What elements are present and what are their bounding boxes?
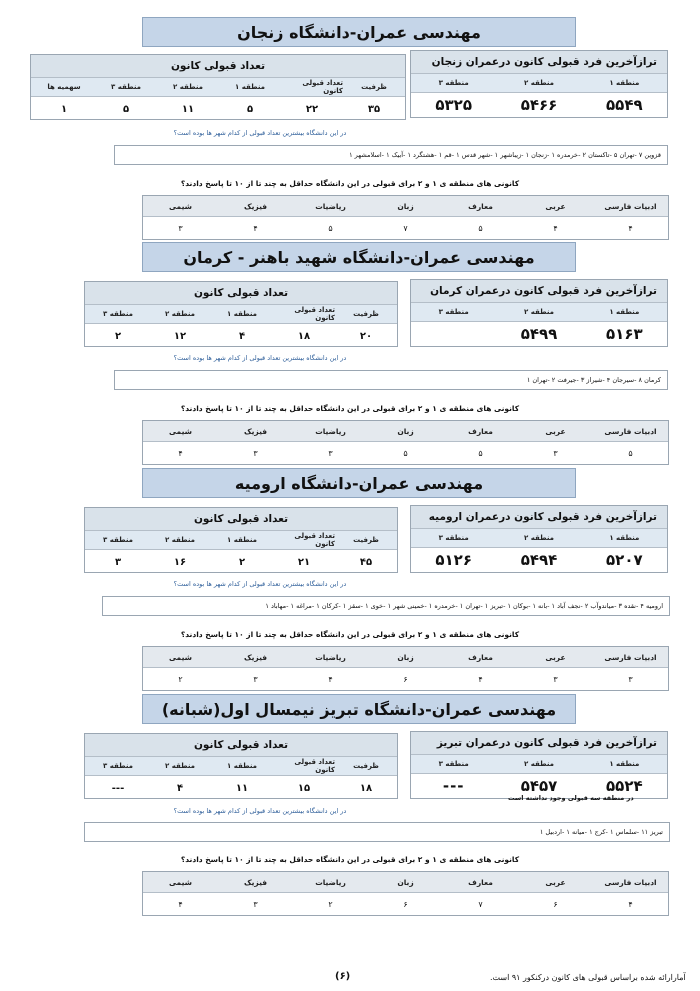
header-capacity: ظرفیت — [353, 762, 379, 770]
score-region-2: ۵۴۵۷ — [520, 777, 558, 795]
panel-title: ترازآخرین فرد قبولی کانون درعمران تبریز — [411, 732, 667, 755]
city-list: ارومیه ۴ -نقده ۳ -میاندوآب ۲ -نجف آباد ۱ -بانه ۱ -بوکان ۱ -تبریز ۱ -تهران ۱ -خرمدره ۱ -خمینی شهر ۱ -خوی ۱ -سقز ۱ -کرکان ۱ -مراغه ۱ -مهاباد ۱ — [102, 596, 670, 616]
header-region-3: منطقه ۳ — [438, 79, 469, 87]
section-title: مهندسی عمران-دانشگاه ارومیه — [142, 468, 576, 498]
value-region-2: ۱۶ — [173, 556, 187, 568]
section-title: مهندسی عمران-دانشگاه زنجان — [142, 17, 576, 47]
panel-title: تعداد قبولی کانون — [85, 508, 397, 531]
score-header-row — [143, 196, 668, 217]
header-capacity: ظرفیت — [361, 83, 387, 91]
section-zanjan — [0, 0, 700, 233]
value-region-1: ۲ — [238, 556, 246, 568]
value-region-2: ۴ — [176, 782, 184, 794]
header-persian-literature: ادبیات فارسی — [604, 877, 657, 887]
admission-count-panel — [84, 733, 398, 799]
value-religious-studies: ۴ — [478, 674, 483, 684]
value-region-3: --- — [111, 782, 125, 794]
header-region-2: منطقه ۲ — [524, 760, 555, 768]
header-admitted: تعداد قبولی کانون — [294, 758, 335, 774]
value-region-3: ۳ — [114, 556, 122, 568]
panel-value-row — [31, 97, 405, 121]
value-region-2: ۱۲ — [173, 330, 187, 342]
header-physics: فیزیک — [243, 201, 268, 211]
panel-title: ترازآخرین فرد قبولی کانون درعمران ارومیه — [411, 506, 667, 529]
header-arabic: عربی — [545, 652, 566, 662]
header-region-1: منطقه ۱ — [227, 536, 258, 544]
panel-value-row — [85, 324, 397, 348]
value-religious-studies: ۵ — [478, 448, 483, 458]
header-region-2: منطقه ۲ — [165, 310, 196, 318]
header-region-2: منطقه ۲ — [524, 79, 555, 87]
header-region-2: منطقه ۲ — [165, 762, 196, 770]
header-math: ریاضیات — [315, 652, 346, 662]
header-region-1: منطقه ۱ — [609, 79, 640, 87]
value-capacity: ۴۵ — [359, 556, 373, 568]
score-question: کانونی های منطقه ی ۱ و ۲ برای قبولی در این دانشگاه حداقل به چند تا از ۱۰ تا پاسخ دادند؟ — [180, 630, 520, 639]
value-region-1: ۴ — [238, 330, 246, 342]
value-admitted: ۱۸ — [297, 330, 311, 342]
header-religious-studies: معارف — [468, 201, 493, 211]
panel-title: ترازآخرین فرد قبولی کانون درعمران کرمان — [411, 280, 667, 303]
city-list: قزوین ۷ -تهران ۵ -تاکستان ۲ -خرمدره ۱ -زنجان ۱ -زیباشهر ۱ -شهر قدس ۱ -قم ۱ -هشتگرد ۱ -آبیک ۱ -اسلامشهر ۱ — [114, 145, 668, 165]
score-region-3: ۵۳۲۵ — [435, 96, 472, 114]
header-region-1: منطقه ۱ — [609, 308, 640, 316]
score-region-3: ۵۱۲۶ — [435, 551, 472, 569]
header-chemistry: شیمی — [168, 201, 193, 211]
value-religious-studies: ۷ — [478, 899, 483, 909]
header-region-3: منطقه ۳ — [438, 760, 469, 768]
header-region-2: منطقه ۲ — [524, 534, 555, 542]
value-region-3: ۲ — [114, 330, 122, 342]
page-number: (۶) — [335, 971, 351, 982]
value-arabic: ۳ — [553, 674, 558, 684]
header-region-2: منطقه ۲ — [165, 536, 196, 544]
value-region-1: ۱۱ — [235, 782, 249, 794]
score-question: کانونی های منطقه ی ۱ و ۲ برای قبولی در این دانشگاه حداقل به چند تا از ۱۰ تا پاسخ دادند؟ — [180, 179, 520, 188]
panel-value-row — [411, 93, 667, 117]
header-math: ریاضیات — [315, 201, 346, 211]
value-religious-studies: ۵ — [478, 223, 483, 233]
header-persian-literature: ادبیات فارسی — [604, 201, 657, 211]
value-physics: ۳ — [253, 899, 258, 909]
header-region-1: منطقه ۱ — [609, 760, 640, 768]
score-region-2: ۵۴۹۴ — [520, 551, 558, 569]
value-persian-literature: ۴ — [628, 223, 633, 233]
last-admit-score-panel — [410, 50, 668, 118]
value-chemistry: ۲ — [178, 674, 183, 684]
value-admitted: ۲۲ — [305, 103, 319, 115]
value-physics: ۳ — [253, 448, 258, 458]
value-arabic: ۴ — [553, 223, 558, 233]
header-admitted: تعداد قبولی کانون — [302, 79, 343, 95]
value-quota: ۱ — [60, 103, 68, 115]
value-english: ۶ — [403, 674, 408, 684]
admission-count-panel — [30, 54, 406, 120]
score-header-row — [143, 872, 668, 893]
value-capacity: ۳۵ — [367, 103, 381, 115]
score-region-1: ۵۲۰۷ — [606, 551, 643, 569]
panel-title: تعداد قبولی کانون — [31, 55, 405, 78]
last-admit-score-panel — [410, 279, 668, 347]
city-question: در این دانشگاه بیشترین تعداد قبولی از کدام شهر ها بوده است؟ — [173, 807, 347, 815]
score-region-1: ۵۵۴۹ — [606, 96, 643, 114]
header-english: زبان — [397, 426, 414, 436]
header-region-3: منطقه ۳ — [103, 762, 134, 770]
panel-header-row — [85, 757, 397, 776]
header-arabic: عربی — [545, 201, 566, 211]
header-quota: سهمیه ها — [47, 83, 81, 91]
header-physics: فیزیک — [243, 877, 268, 887]
value-chemistry: ۴ — [178, 899, 183, 909]
score-region-1: ۵۵۲۴ — [606, 777, 643, 795]
header-admitted: تعداد قبولی کانون — [294, 306, 335, 322]
panel-title: تعداد قبولی کانون — [85, 734, 397, 757]
value-region-2: ۱۱ — [181, 103, 195, 115]
header-region-1: منطقه ۱ — [609, 534, 640, 542]
header-region-2: منطقه ۲ — [173, 83, 204, 91]
header-capacity: ظرفیت — [353, 310, 379, 318]
header-english: زبان — [397, 652, 414, 662]
section-title: مهندسی عمران-دانشگاه تبریز نیمسال اول(شبانه) — [142, 694, 576, 724]
value-math: ۲ — [328, 899, 333, 909]
city-list: کرمان ۸ -سیرجان ۴ -شیراز ۳ -جیرفت ۲ -تهران ۱ — [114, 370, 668, 390]
value-chemistry: ۴ — [178, 448, 183, 458]
last-admit-score-panel — [410, 505, 668, 573]
last-admit-score-panel — [410, 731, 668, 799]
header-math: ریاضیات — [315, 877, 346, 887]
header-region-3: منطقه ۳ — [438, 534, 469, 542]
header-english: زبان — [397, 877, 414, 887]
header-region-3: منطقه ۳ — [111, 83, 142, 91]
value-english: ۵ — [403, 448, 408, 458]
score-header-row — [143, 647, 668, 668]
min-correct-table — [142, 871, 669, 916]
panel-header-row — [411, 755, 667, 774]
panel-value-row — [85, 776, 397, 800]
section-kerman — [0, 225, 700, 458]
value-math: ۳ — [328, 448, 333, 458]
value-english: ۷ — [403, 223, 408, 233]
header-region-2: منطقه ۲ — [524, 308, 555, 316]
header-admitted: تعداد قبولی کانون — [294, 532, 335, 548]
value-persian-literature: ۳ — [628, 674, 633, 684]
value-region-3: ۵ — [122, 103, 130, 115]
value-capacity: ۲۰ — [359, 330, 373, 342]
value-physics: ۳ — [253, 674, 258, 684]
value-english: ۶ — [403, 899, 408, 909]
header-math: ریاضیات — [315, 426, 346, 436]
section-tabriz — [0, 677, 700, 909]
header-religious-studies: معارف — [468, 877, 493, 887]
city-question: در این دانشگاه بیشترین تعداد قبولی از کدام شهر ها بوده است؟ — [173, 580, 347, 588]
admission-count-panel — [84, 281, 398, 347]
footer-note: آمارارائه شده براساس قبولی های کانون درکنکور ۹۱ است. — [490, 973, 686, 982]
score-question: کانونی های منطقه ی ۱ و ۲ برای قبولی در این دانشگاه حداقل به چند تا از ۱۰ تا پاسخ دادند؟ — [180, 855, 520, 864]
score-region-2: ۵۴۹۹ — [520, 325, 558, 343]
value-math: ۴ — [328, 674, 333, 684]
value-admitted: ۲۱ — [297, 556, 311, 568]
header-region-3: منطقه ۳ — [103, 310, 134, 318]
score-region-1: ۵۱۶۳ — [606, 325, 643, 343]
header-physics: فیزیک — [243, 652, 268, 662]
panel-header-row — [31, 78, 405, 97]
header-religious-studies: معارف — [468, 652, 493, 662]
header-persian-literature: ادبیات فارسی — [604, 652, 657, 662]
score-header-row — [143, 421, 668, 442]
value-arabic: ۳ — [553, 448, 558, 458]
score-region-3 — [411, 322, 496, 346]
value-persian-literature: ۵ — [628, 448, 633, 458]
header-capacity: ظرفیت — [353, 536, 379, 544]
value-math: ۵ — [328, 223, 333, 233]
panel-value-row — [411, 548, 667, 572]
header-arabic: عربی — [545, 877, 566, 887]
header-physics: فیزیک — [243, 426, 268, 436]
region-3-note: در منطقه سه قبولی وجود نداشته است — [508, 794, 634, 802]
header-arabic: عربی — [545, 426, 566, 436]
header-region-1: منطقه ۱ — [227, 310, 258, 318]
value-admitted: ۱۵ — [297, 782, 311, 794]
header-chemistry: شیمی — [168, 877, 193, 887]
header-region-1: منطقه ۱ — [235, 83, 266, 91]
panel-title: تعداد قبولی کانون — [85, 282, 397, 305]
value-chemistry: ۳ — [178, 223, 183, 233]
panel-value-row — [411, 322, 667, 346]
city-question: در این دانشگاه بیشترین تعداد قبولی از کدام شهر ها بوده است؟ — [173, 129, 347, 137]
value-persian-literature: ۴ — [628, 899, 633, 909]
header-chemistry: شیمی — [168, 426, 193, 436]
panel-value-row — [85, 550, 397, 574]
header-persian-literature: ادبیات فارسی — [604, 426, 657, 436]
city-list: تبریز ۱۱ -سلماس ۱ -کرج ۱ -میانه ۱ -اردبیل ۱ — [84, 822, 670, 842]
header-english: زبان — [397, 201, 414, 211]
panel-header-row — [411, 303, 667, 322]
score-region-2: ۵۴۶۶ — [520, 96, 558, 114]
value-physics: ۴ — [253, 223, 258, 233]
panel-header-row — [85, 305, 397, 324]
header-region-3: منطقه ۳ — [438, 308, 469, 316]
header-chemistry: شیمی — [168, 652, 193, 662]
section-title: مهندسی عمران-دانشگاه شهید باهنر - کرمان — [142, 242, 576, 272]
panel-header-row — [411, 529, 667, 548]
header-region-3: منطقه ۳ — [103, 536, 134, 544]
city-question: در این دانشگاه بیشترین تعداد قبولی از کدام شهر ها بوده است؟ — [173, 354, 347, 362]
score-value-row — [143, 893, 668, 915]
header-region-1: منطقه ۱ — [227, 762, 258, 770]
admission-count-panel — [84, 507, 398, 573]
panel-title: ترازآخرین فرد قبولی کانون درعمران زنجان — [411, 51, 667, 74]
header-religious-studies: معارف — [468, 426, 493, 436]
score-question: کانونی های منطقه ی ۱ و ۲ برای قبولی در این دانشگاه حداقل به چند تا از ۱۰ تا پاسخ دادند؟ — [180, 404, 520, 413]
section-urmia — [0, 451, 700, 684]
panel-header-row — [411, 74, 667, 93]
value-capacity: ۱۸ — [359, 782, 373, 794]
score-region-3: --- — [442, 777, 465, 795]
value-arabic: ۶ — [553, 899, 558, 909]
value-region-1: ۵ — [246, 103, 254, 115]
panel-header-row — [85, 531, 397, 550]
